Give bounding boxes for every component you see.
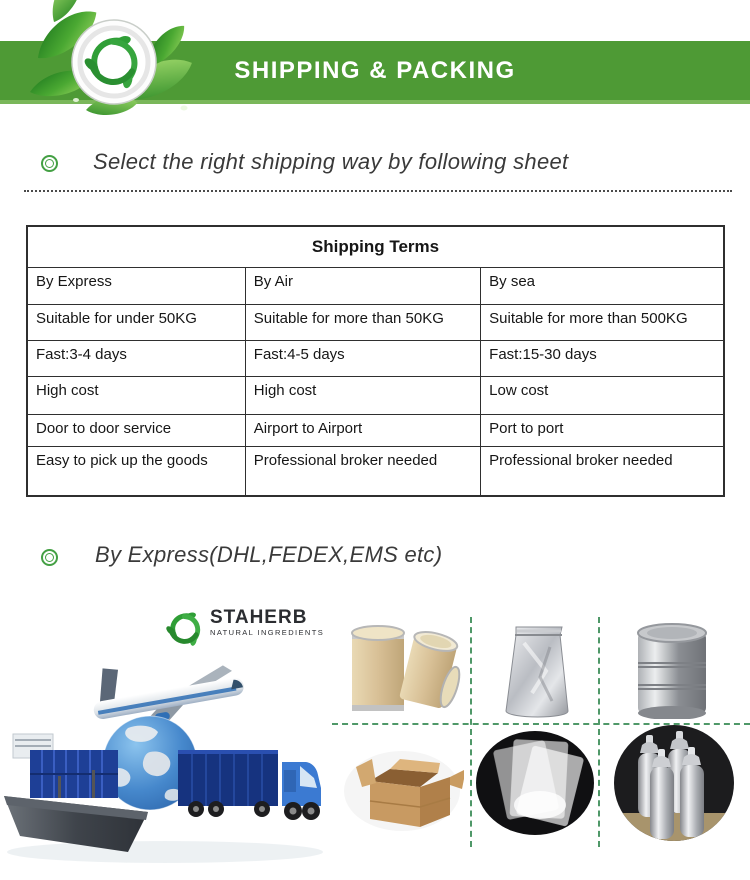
grid-dashed-line: [598, 617, 600, 847]
col-header-express: By Express: [27, 267, 245, 304]
col-header-air: By Air: [245, 267, 480, 304]
table-cell: Airport to Airport: [245, 414, 480, 446]
steel-drum-photo: [620, 615, 724, 719]
aluminum-bottles-photo: [608, 721, 744, 849]
table-title: Shipping Terms: [27, 226, 724, 267]
shipping-terms-table: [26, 225, 725, 497]
carton-box-photo: [340, 729, 464, 841]
plastic-bags-photo: [474, 727, 596, 841]
packing-grid: [332, 605, 750, 863]
table-cell: Fast:3-4 days: [27, 340, 245, 376]
table-cell: Suitable for under 50KG: [27, 304, 245, 340]
truck-graphic: [178, 750, 321, 820]
table-cell: High cost: [245, 376, 480, 414]
section-heading-express: By Express(DHL,FEDEX,EMS etc): [95, 542, 443, 567]
staherb-triskelion-icon: [166, 608, 204, 648]
table-cell: Fast:15-30 days: [481, 340, 724, 376]
section-heading-shipping-way: Select the right shipping way by following sheet: [93, 149, 569, 174]
table-cell: Suitable for more than 500KG: [481, 304, 724, 340]
leaf-recycle-logo-icon: [24, 0, 220, 134]
table-cell: Low cost: [481, 376, 724, 414]
brand-tagline: NATURAL INGREDIENTS: [210, 628, 325, 637]
bullet-icon: [41, 549, 58, 566]
table-cell: Suitable for more than 50KG: [245, 304, 480, 340]
table-cell: Professional broker needed: [245, 446, 480, 496]
foil-pouch-photo: [484, 613, 592, 723]
dotted-divider: [24, 190, 732, 192]
table-cell: Door to door service: [27, 414, 245, 446]
bullet-icon: [41, 155, 58, 172]
table-cell: Professional broker needed: [481, 446, 724, 496]
brand-logo: [166, 608, 324, 648]
col-header-sea: By sea: [481, 267, 724, 304]
fiber-drums-photo: [342, 613, 464, 719]
table-cell: Easy to pick up the goods: [27, 446, 245, 496]
brand-name: STAHERB: [210, 607, 308, 628]
table-cell: High cost: [27, 376, 245, 414]
table-cell: Fast:4-5 days: [245, 340, 480, 376]
banner-title: SHIPPING & PACKING: [234, 57, 516, 84]
grid-dashed-line: [470, 617, 472, 847]
table-cell: Port to port: [481, 414, 724, 446]
